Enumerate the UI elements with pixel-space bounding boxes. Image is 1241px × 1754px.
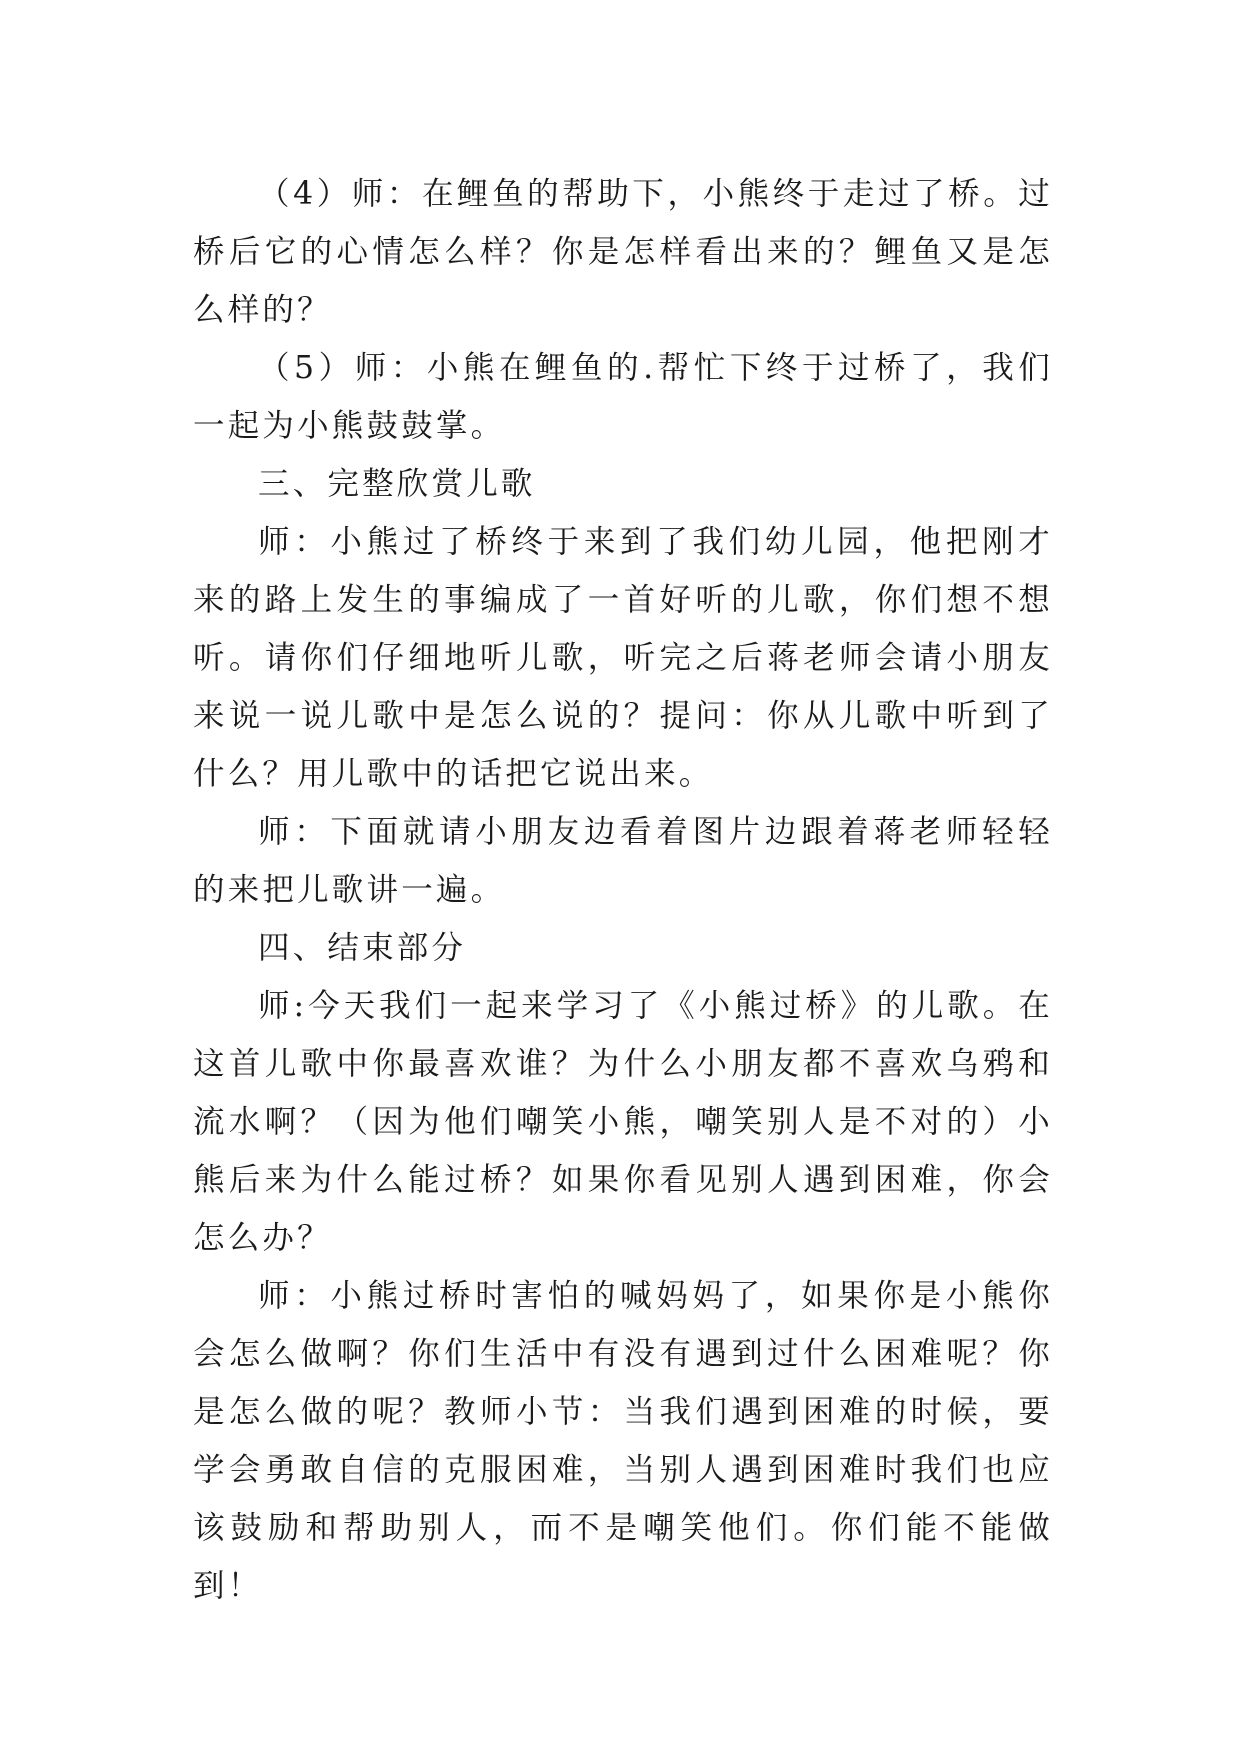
section-heading-3: 三、完整欣赏儿歌 [258, 466, 536, 502]
document-body [193, 165, 1053, 1615]
paragraph-section-3-intro: 师：小熊过了桥终于来到了我们幼儿园，他把刚才来的路上发生的事编成了一首好听的儿歌，你们想不想听。请你们仔细地听儿歌，听完之后蒋老师会请小朋友来说一说儿歌中是怎么说的？提问：你从儿歌中听到了什么？用儿歌中的话把它说出来。 [193, 524, 1053, 792]
paragraph-section-4-conclusion: 师：小熊过桥时害怕的喊妈妈了，如果你是小熊你会怎么做啊？你们生活中有没有遇到过什么困难呢？你是怎么做的呢？教师小节：当我们遇到困难的时候，要学会勇敢自信的克服困难，当别人遇到困难时我们也应该鼓励和帮助别人，而不是嘲笑他们。你们能不能做到！ [193, 1278, 1053, 1604]
paragraph-question-5: （5）师：小熊在鲤鱼的.帮忙下终于过桥了，我们一起为小熊鼓鼓掌。 [193, 350, 1053, 444]
section-heading-4: 四、结束部分 [258, 930, 467, 966]
paragraph-section-4-summary: 师:今天我们一起来学习了《小熊过桥》的儿歌。在这首儿歌中你最喜欢谁？为什么小朋友都不喜欢乌鸦和流水啊？（因为他们嘲笑小熊，嘲笑别人是不对的）小熊后来为什么能过桥？如果你看见别人遇到困难，你会怎么办？ [193, 988, 1053, 1256]
paragraph-question-4: （4）师：在鲤鱼的帮助下，小熊终于走过了桥。过桥后它的心情怎么样？你是怎样看出来的？鲤鱼又是怎么样的？ [193, 176, 1053, 328]
paragraph-section-3-recite: 师：下面就请小朋友边看着图片边跟着蒋老师轻轻的来把儿歌讲一遍。 [193, 814, 1053, 908]
